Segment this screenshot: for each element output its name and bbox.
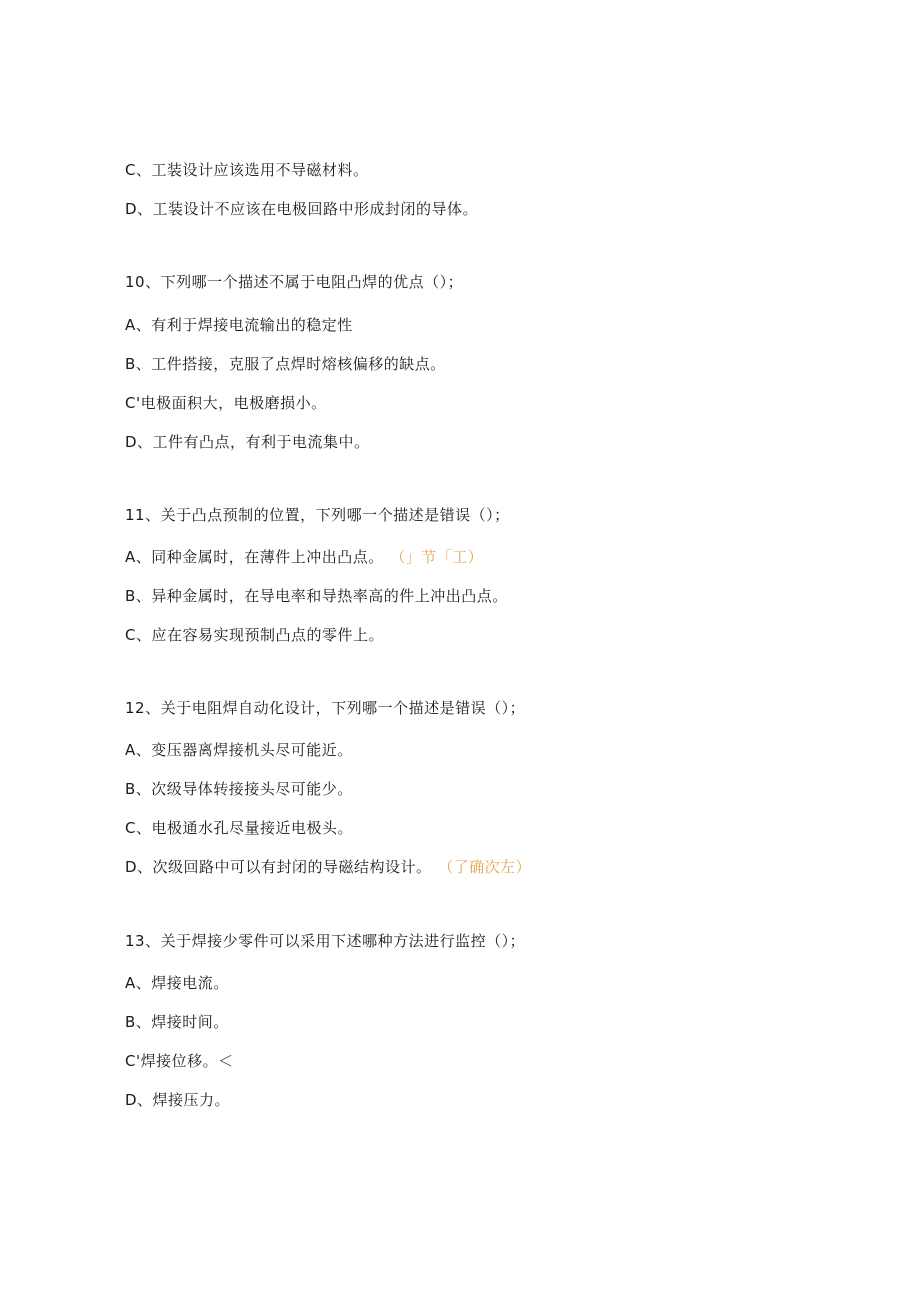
option-d-q12 xyxy=(125,857,531,877)
line-text: A、变压器离焊接机头尽可能近。 xyxy=(125,741,353,759)
line-text: 11、关于凸点预制的位置，下列哪一个描述是错误（）； xyxy=(125,506,510,524)
line-text: A、同种金属时，在薄件上冲出凸点。 xyxy=(125,548,384,566)
line-text: A、焊接电流。 xyxy=(125,974,229,992)
option-d-q10 xyxy=(125,432,370,452)
question-10 xyxy=(125,272,463,292)
line-text: 13、关于焊接少零件可以采用下述哪种方法进行监控（）； xyxy=(125,932,526,950)
line-text: C'焊接位移。＜ xyxy=(125,1052,234,1070)
option-d-q13 xyxy=(125,1090,230,1110)
handwritten-note: （了确次左） xyxy=(445,858,532,876)
option-c-q13 xyxy=(125,1051,234,1071)
line-text: B、异种金属时，在导电率和导热率高的件上冲出凸点。 xyxy=(125,587,508,605)
option-b-q11 xyxy=(125,586,508,606)
line-text: A、有利于焊接电流输出的稳定性 xyxy=(125,316,353,334)
line-text: D、工装设计不应该在电极回路中形成封闭的导体。 xyxy=(125,200,479,218)
line-text: C、电极通水孔尽量接近电极头。 xyxy=(125,819,353,837)
option-a-q12 xyxy=(125,740,353,760)
option-b-q12 xyxy=(125,779,353,799)
line-text: B、工件搭接，克服了点焊时熔核偏移的缺点。 xyxy=(125,355,446,373)
handwritten-note: （」节「工） xyxy=(397,548,484,566)
option-a-q11 xyxy=(125,547,483,567)
question-11 xyxy=(125,505,510,525)
line-text: C、应在容易实现预制凸点的零件上。 xyxy=(125,626,384,644)
line-text: D、焊接压力。 xyxy=(125,1091,231,1109)
line-text: B、焊接时间。 xyxy=(125,1013,229,1031)
line-text: D、次级回路中可以有封闭的导磁结构设计。 xyxy=(125,858,432,876)
line-text: B、次级导体转接接头尽可能少。 xyxy=(125,780,353,798)
line-text: C'电极面积大，电极磨损小。 xyxy=(125,394,327,412)
line-text: 10、下列哪一个描述不属于电阻凸焊的优点（）； xyxy=(125,273,464,291)
question-12 xyxy=(125,698,525,718)
option-c-q10 xyxy=(125,393,327,413)
option-a-q13 xyxy=(125,973,229,993)
option-b-q13 xyxy=(125,1012,229,1032)
option-c-q12 xyxy=(125,818,353,838)
line-text: D、工件有凸点，有利于电流集中。 xyxy=(125,433,370,451)
line-text: C、工装设计应该选用不导磁材料。 xyxy=(125,161,369,179)
option-b-q10 xyxy=(125,354,446,374)
option-d-q9 xyxy=(125,199,478,219)
option-c-q11 xyxy=(125,625,384,645)
line-text: 12、关于电阻焊自动化设计，下列哪一个描述是错误（）； xyxy=(125,699,526,717)
option-c-q9 xyxy=(125,160,368,180)
option-a-q10 xyxy=(125,315,353,335)
question-13 xyxy=(125,931,525,951)
